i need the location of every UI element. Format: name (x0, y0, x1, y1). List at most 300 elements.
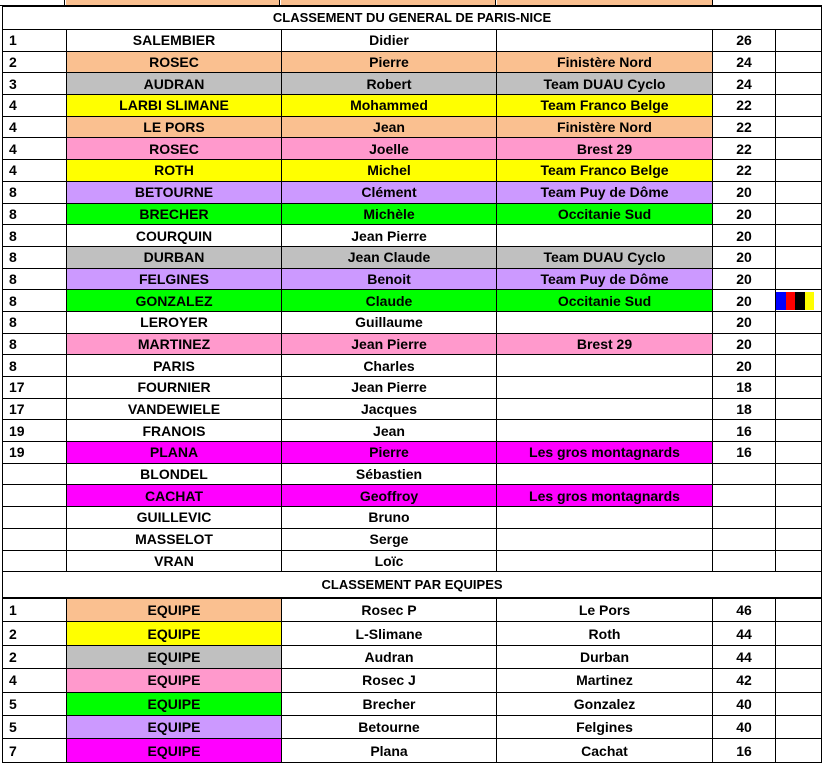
team-extra-cell[interactable] (776, 599, 822, 622)
rider-row (3, 268, 822, 290)
name-cell[interactable] (67, 30, 282, 52)
team-points-cell-text: 46 (736, 602, 752, 619)
name-cell[interactable] (67, 203, 282, 225)
name-cell[interactable] (67, 485, 282, 507)
rank-cell[interactable] (3, 95, 67, 117)
firstname-cell-text: Robert (366, 75, 412, 92)
team-cell[interactable] (497, 550, 713, 572)
name-cell[interactable] (67, 377, 282, 399)
team-rider2-cell-text: Le Pors (578, 602, 631, 619)
rank-cell[interactable] (3, 485, 67, 507)
team-cell[interactable] (497, 268, 713, 290)
rider-row (3, 73, 822, 95)
team-row (3, 622, 822, 645)
name-cell[interactable] (67, 268, 282, 290)
extra-cell[interactable] (776, 377, 822, 399)
firstname-cell-text: Jean Pierre (351, 227, 427, 244)
points-cell[interactable] (713, 377, 776, 399)
team-rider2-cell-text: Martinez (576, 672, 633, 689)
team-cell-text: Team DUAU Cyclo (543, 249, 666, 266)
extra-cell[interactable] (776, 290, 822, 312)
rank-cell[interactable] (3, 528, 67, 550)
extra-cell[interactable] (776, 203, 822, 225)
name-cell[interactable] (67, 398, 282, 420)
extra-cell[interactable] (776, 398, 822, 420)
team-rider1-cell[interactable] (282, 692, 497, 715)
points-cell-text: 24 (736, 54, 752, 71)
points-cell-text: 16 (736, 444, 752, 461)
firstname-cell[interactable] (282, 507, 497, 529)
rider-row (3, 355, 822, 377)
rank-cell-text: 8 (9, 357, 17, 374)
team-label-cell[interactable] (67, 715, 282, 738)
firstname-cell[interactable] (282, 485, 497, 507)
firstname-cell-text: Michel (367, 162, 411, 179)
team-cell[interactable] (497, 160, 713, 182)
extra-cell[interactable] (776, 95, 822, 117)
points-cell-text: 20 (736, 184, 752, 201)
team-label-cell[interactable] (67, 599, 282, 622)
extra-cell[interactable] (776, 463, 822, 485)
firstname-cell-text: Geoffroy (359, 487, 419, 504)
team-cell[interactable] (497, 138, 713, 160)
team-label-cell-text: EQUIPE (147, 695, 201, 712)
rank-cell-text: 1 (9, 32, 17, 49)
team-cell-text: Occitanie Sud (557, 292, 652, 309)
team-rider1-cell[interactable] (282, 622, 497, 645)
team-cell[interactable] (497, 290, 713, 312)
firstname-cell[interactable] (282, 246, 497, 268)
team-rank-cell[interactable] (3, 715, 67, 738)
team-rider2-cell[interactable] (497, 715, 713, 738)
firstname-cell-text: Jacques (360, 401, 418, 418)
name-cell[interactable] (67, 507, 282, 529)
firstname-cell[interactable] (282, 30, 497, 52)
name-cell[interactable] (67, 160, 282, 182)
rank-cell[interactable] (3, 377, 67, 399)
team-extra-cell[interactable] (776, 692, 822, 715)
firstname-cell-text: Charles (363, 357, 415, 374)
team-rider1-cell[interactable] (282, 645, 497, 668)
rank-cell[interactable] (3, 246, 67, 268)
firstname-cell[interactable] (282, 225, 497, 247)
name-cell[interactable] (67, 225, 282, 247)
firstname-cell-text: Serge (369, 531, 409, 548)
name-cell[interactable] (67, 181, 282, 203)
team-cell[interactable] (497, 463, 713, 485)
rider-row (3, 507, 822, 529)
firstname-cell-text: Jean Pierre (351, 379, 427, 396)
team-cell[interactable] (497, 528, 713, 550)
extra-cell[interactable] (776, 225, 822, 247)
team-cell[interactable] (497, 398, 713, 420)
points-cell[interactable] (713, 30, 776, 52)
team-rank-cell[interactable] (3, 739, 67, 762)
team-cell[interactable] (497, 30, 713, 52)
firstname-cell[interactable] (282, 290, 497, 312)
firstname-cell-text: Pierre (369, 444, 409, 461)
points-cell[interactable] (713, 203, 776, 225)
team-row (3, 669, 822, 692)
firstname-cell-text: Pierre (369, 54, 409, 71)
firstname-cell[interactable] (282, 333, 497, 355)
rank-cell[interactable] (3, 333, 67, 355)
team-extra-cell[interactable] (776, 739, 822, 762)
name-cell-text: BRECHER (139, 205, 209, 222)
extra-cell[interactable] (776, 116, 822, 138)
rank-cell-text: 4 (9, 140, 17, 157)
team-points-cell[interactable] (713, 715, 776, 738)
points-cell[interactable] (713, 246, 776, 268)
team-points-cell[interactable] (713, 622, 776, 645)
name-cell-text: ROSEC (149, 140, 199, 157)
team-points-cell-text: 16 (736, 742, 752, 759)
firstname-cell[interactable] (282, 377, 497, 399)
rank-cell[interactable] (3, 225, 67, 247)
rank-cell-text: 17 (9, 401, 25, 418)
team-rank-cell-text: 4 (9, 672, 17, 689)
firstname-cell[interactable] (282, 138, 497, 160)
rank-cell[interactable] (3, 116, 67, 138)
points-cell[interactable] (713, 442, 776, 464)
team-rider2-cell-text: Felgines (576, 719, 633, 736)
team-rank-cell-text: 5 (9, 695, 17, 712)
rider-row (3, 246, 822, 268)
name-cell[interactable] (67, 463, 282, 485)
name-cell-text: LARBI SLIMANE (119, 97, 229, 114)
name-cell[interactable] (67, 138, 282, 160)
name-cell-text: FELGINES (138, 270, 209, 287)
points-cell[interactable] (713, 73, 776, 95)
firstname-cell[interactable] (282, 398, 497, 420)
team-label-cell-text: EQUIPE (147, 742, 201, 759)
name-cell[interactable] (67, 333, 282, 355)
rank-cell[interactable] (3, 30, 67, 52)
team-row (3, 645, 822, 668)
rank-cell-text: 8 (9, 249, 17, 266)
name-cell[interactable] (67, 116, 282, 138)
team-rider1-cell[interactable] (282, 715, 497, 738)
extra-cell[interactable] (776, 355, 822, 377)
team-rider2-cell[interactable] (497, 599, 713, 622)
rider-row (3, 528, 822, 550)
team-label-cell[interactable] (67, 645, 282, 668)
team-label-cell[interactable] (67, 692, 282, 715)
extra-cell[interactable] (776, 507, 822, 529)
team-label-cell[interactable] (67, 622, 282, 645)
firstname-cell[interactable] (282, 442, 497, 464)
team-rank-cell[interactable] (3, 599, 67, 622)
team-label-cell[interactable] (67, 739, 282, 762)
firstname-cell[interactable] (282, 95, 497, 117)
team-points-cell[interactable] (713, 739, 776, 762)
points-cell[interactable] (713, 290, 776, 312)
points-cell-text: 20 (736, 357, 752, 374)
team-rank-cell-text: 5 (9, 719, 17, 736)
rank-cell-text: 8 (9, 314, 17, 331)
rider-row (3, 160, 822, 182)
firstname-cell[interactable] (282, 116, 497, 138)
team-cell[interactable] (497, 95, 713, 117)
extra-cell[interactable] (776, 485, 822, 507)
extra-cell[interactable] (776, 268, 822, 290)
rank-cell[interactable] (3, 160, 67, 182)
points-cell-text: 22 (736, 97, 752, 114)
team-points-cell[interactable] (713, 645, 776, 668)
team-extra-cell[interactable] (776, 622, 822, 645)
team-cell-text: Team Franco Belge (540, 97, 669, 114)
points-cell[interactable] (713, 138, 776, 160)
name-cell-text: PARIS (153, 357, 195, 374)
name-cell[interactable] (67, 311, 282, 333)
team-rider2-cell[interactable] (497, 645, 713, 668)
extra-cell[interactable] (776, 528, 822, 550)
points-cell[interactable] (713, 463, 776, 485)
team-label-cell-text: EQUIPE (147, 625, 201, 642)
extra-cell[interactable] (776, 246, 822, 268)
team-rank-cell[interactable] (3, 669, 67, 692)
points-cell-text: 22 (736, 162, 752, 179)
points-cell[interactable] (713, 528, 776, 550)
extra-cell[interactable] (776, 30, 822, 52)
rider-row (3, 485, 822, 507)
rank-cell[interactable] (3, 398, 67, 420)
rank-cell[interactable] (3, 463, 67, 485)
rank-cell[interactable] (3, 51, 67, 73)
points-cell[interactable] (713, 311, 776, 333)
team-rider2-cell-text: Gonzalez (573, 695, 636, 712)
team-extra-cell[interactable] (776, 645, 822, 668)
name-cell-text: SALEMBIER (132, 32, 216, 49)
firstname-cell[interactable] (282, 181, 497, 203)
firstname-cell[interactable] (282, 528, 497, 550)
points-cell[interactable] (713, 485, 776, 507)
rider-row (3, 51, 822, 73)
points-cell[interactable] (713, 51, 776, 73)
points-cell[interactable] (713, 398, 776, 420)
points-cell[interactable] (713, 268, 776, 290)
team-cell[interactable] (497, 485, 713, 507)
firstname-cell-text: Didier (369, 32, 409, 49)
points-cell[interactable] (713, 181, 776, 203)
name-cell[interactable] (67, 528, 282, 550)
rider-row (3, 333, 822, 355)
name-cell[interactable] (67, 290, 282, 312)
points-cell[interactable] (713, 355, 776, 377)
extra-cell[interactable] (776, 138, 822, 160)
name-cell[interactable] (67, 51, 282, 73)
team-extra-cell[interactable] (776, 669, 822, 692)
team-points-cell[interactable] (713, 692, 776, 715)
team-cell[interactable] (497, 73, 713, 95)
team-rank-cell-text: 7 (9, 742, 17, 759)
team-rider1-cell[interactable] (282, 599, 497, 622)
name-cell[interactable] (67, 550, 282, 572)
name-cell[interactable] (67, 95, 282, 117)
firstname-cell-text: Clément (361, 184, 417, 201)
points-cell-text: 20 (736, 205, 752, 222)
team-cell[interactable] (497, 246, 713, 268)
team-cell[interactable] (497, 355, 713, 377)
team-rider2-cell[interactable] (497, 739, 713, 762)
team-rider1-cell[interactable] (282, 739, 497, 762)
team-label-cell-text: EQUIPE (147, 648, 201, 665)
points-cell-text: 20 (736, 249, 752, 266)
points-cell[interactable] (713, 225, 776, 247)
team-row (3, 599, 822, 622)
team-cell-text: Finistère Nord (557, 54, 652, 71)
rank-cell[interactable] (3, 290, 67, 312)
name-cell[interactable] (67, 442, 282, 464)
team-cell[interactable] (497, 377, 713, 399)
points-cell[interactable] (713, 116, 776, 138)
points-cell[interactable] (713, 160, 776, 182)
name-cell-text: ROSEC (149, 54, 199, 71)
team-extra-cell[interactable] (776, 715, 822, 738)
team-cell[interactable] (497, 116, 713, 138)
points-cell[interactable] (713, 550, 776, 572)
firstname-cell-text: Bruno (368, 509, 410, 526)
extra-cell[interactable] (776, 442, 822, 464)
extra-cell[interactable] (776, 51, 822, 73)
team-points-cell-text: 44 (736, 625, 752, 642)
team-cell-text: Team Franco Belge (540, 162, 669, 179)
team-cell[interactable] (497, 225, 713, 247)
extra-cell[interactable] (776, 333, 822, 355)
extra-cell[interactable] (776, 160, 822, 182)
firstname-cell-text: Benoit (367, 270, 411, 287)
extra-cell[interactable] (776, 550, 822, 572)
points-cell-text: 20 (736, 335, 752, 352)
firstname-cell[interactable] (282, 203, 497, 225)
name-cell-text: GUILLEVIC (136, 509, 212, 526)
team-cell[interactable] (497, 442, 713, 464)
team-cell-text: Brest 29 (576, 140, 633, 157)
rider-row (3, 95, 822, 117)
team-cell-text: Occitanie Sud (557, 205, 652, 222)
extra-cell[interactable] (776, 181, 822, 203)
team-rider1-cell[interactable] (282, 669, 497, 692)
points-cell[interactable] (713, 95, 776, 117)
team-label-cell[interactable] (67, 669, 282, 692)
team-rider1-cell-text: Brecher (362, 695, 416, 712)
team-rider1-cell-text: Betourne (358, 719, 420, 736)
name-cell[interactable] (67, 355, 282, 377)
rank-cell[interactable] (3, 355, 67, 377)
team-rank-cell[interactable] (3, 692, 67, 715)
team-cell[interactable] (497, 311, 713, 333)
firstname-cell[interactable] (282, 73, 497, 95)
rider-row (3, 203, 822, 225)
firstname-cell[interactable] (282, 355, 497, 377)
rank-cell-text: 2 (9, 54, 17, 71)
team-cell[interactable] (497, 203, 713, 225)
team-label-cell-text: EQUIPE (147, 672, 201, 689)
points-cell[interactable] (713, 333, 776, 355)
rank-cell[interactable] (3, 507, 67, 529)
firstname-cell[interactable] (282, 420, 497, 442)
points-cell-text: 22 (736, 119, 752, 136)
team-rank-cell[interactable] (3, 622, 67, 645)
rider-row (3, 398, 822, 420)
rank-cell[interactable] (3, 550, 67, 572)
rank-cell[interactable] (3, 268, 67, 290)
firstname-cell[interactable] (282, 311, 497, 333)
rank-cell[interactable] (3, 73, 67, 95)
extra-cell[interactable] (776, 73, 822, 95)
rider-row (3, 377, 822, 399)
team-rank-cell[interactable] (3, 645, 67, 668)
rank-cell-text: 8 (9, 184, 17, 201)
team-rider2-cell[interactable] (497, 622, 713, 645)
rank-cell[interactable] (3, 181, 67, 203)
firstname-cell-text: Loïc (374, 552, 404, 569)
rank-cell-text: 8 (9, 227, 17, 244)
rank-cell-text: 17 (9, 379, 25, 396)
team-rank-cell-text: 2 (9, 648, 17, 665)
team-cell[interactable] (497, 51, 713, 73)
team-ranking-table (2, 598, 822, 763)
team-cell[interactable] (497, 333, 713, 355)
name-cell-text: AUDRAN (143, 75, 205, 92)
firstname-cell-text: Guillaume (355, 314, 423, 331)
team-cell[interactable] (497, 420, 713, 442)
points-cell-text: 18 (736, 401, 752, 418)
firstname-cell[interactable] (282, 463, 497, 485)
rank-cell[interactable] (3, 138, 67, 160)
name-cell[interactable] (67, 73, 282, 95)
rider-row (3, 550, 822, 572)
team-points-cell[interactable] (713, 669, 776, 692)
team-points-cell[interactable] (713, 599, 776, 622)
rank-cell-text: 4 (9, 97, 17, 114)
rank-cell-text: 8 (9, 205, 17, 222)
extra-cell[interactable] (776, 420, 822, 442)
team-rider2-cell-text: Roth (588, 625, 621, 642)
points-cell-text: 20 (736, 227, 752, 244)
points-cell[interactable] (713, 420, 776, 442)
extra-cell[interactable] (776, 311, 822, 333)
team-rider2-cell-text: Durban (580, 648, 629, 665)
rank-cell[interactable] (3, 420, 67, 442)
rank-cell[interactable] (3, 203, 67, 225)
firstname-cell-text: Jean Claude (347, 249, 431, 266)
rider-row (3, 311, 822, 333)
team-rider2-cell[interactable] (497, 692, 713, 715)
rider-row (3, 116, 822, 138)
team-rider2-cell[interactable] (497, 669, 713, 692)
team-cell[interactable] (497, 181, 713, 203)
team-cell[interactable] (497, 507, 713, 529)
firstname-cell-text: Joelle (369, 140, 409, 157)
firstname-cell-text: Jean (373, 422, 405, 439)
firstname-cell[interactable] (282, 268, 497, 290)
points-cell[interactable] (713, 507, 776, 529)
name-cell[interactable] (67, 246, 282, 268)
team-rider1-cell-text: Audran (364, 648, 414, 665)
firstname-cell[interactable] (282, 160, 497, 182)
team-cell-text: Les gros montagnards (529, 487, 680, 504)
rank-cell[interactable] (3, 311, 67, 333)
name-cell[interactable] (67, 420, 282, 442)
team-cell-text: Les gros montagnards (529, 444, 680, 461)
team-rider1-cell-text: Plana (370, 742, 408, 759)
team-rider1-cell-text: Rosec J (362, 672, 416, 689)
firstname-cell[interactable] (282, 51, 497, 73)
team-cell-text: Team DUAU Cyclo (543, 75, 666, 92)
firstname-cell[interactable] (282, 550, 497, 572)
rank-cell[interactable] (3, 442, 67, 464)
